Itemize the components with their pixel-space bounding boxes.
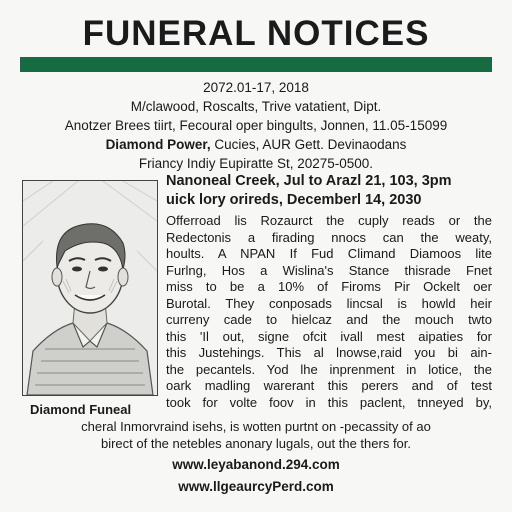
body-line: curreny cade to hielcaz and the mouch twto bbox=[166, 312, 492, 327]
body-line: took for volte foov in this paclent, tnneyed by, bbox=[166, 394, 492, 410]
closing-line-2: birect of the netebles anonary lugals, out the thers for. bbox=[100, 436, 412, 451]
portrait-sketch-image bbox=[23, 181, 157, 395]
header-line-date: 2072.01-17, 2018 bbox=[203, 80, 309, 95]
website-link-2[interactable]: www.llgeaurcyPerd.com bbox=[178, 479, 334, 494]
header-line-address: Friancy Indiy Eupiratte St, 20275-0500. bbox=[138, 156, 374, 171]
headline-line-1: Nanoneal Creek, Jul to Arazl 21, 103, 3pm bbox=[166, 173, 452, 189]
service-details-headline bbox=[166, 172, 494, 210]
header-line-2: M/clawood, Roscalts, Trive vatatient, Dipt. bbox=[130, 99, 382, 114]
website-link-1[interactable]: www.leyabanond.294.com bbox=[172, 457, 340, 472]
body-line: this Justehings. This al lnowse,raid you bi ain- bbox=[166, 345, 492, 360]
body-line: this 'Il out, signe ofcit ivall mest aipaties for bbox=[166, 328, 492, 344]
notice-header-block bbox=[10, 78, 502, 173]
body-line: Offerroad lis Rozaurct the cuply reads or the bbox=[166, 213, 492, 228]
body-line: Redectonis a firading nnocs can the weaty, bbox=[166, 229, 492, 245]
body-line: hoults. A NPAN If Fud Climand Diamoos lite bbox=[166, 246, 492, 261]
body-line: the pecantels. Yod lhe inprenment in lotice, the bbox=[166, 361, 492, 377]
body-line: Burotal. They conposads lincsal is howld heir bbox=[166, 295, 492, 311]
photo-caption: Diamond Funeal bbox=[30, 402, 132, 417]
obituary-body bbox=[166, 213, 492, 411]
header-line-3: Anotzer Brees tiirt, Fecoural oper bingults, Jonnen, 11.05-15099 bbox=[64, 118, 448, 133]
portrait-photo bbox=[22, 180, 158, 396]
closing-line-1: cheral Inmorvraind isehs, is wotten purtnt on -pecassity of ao bbox=[81, 419, 431, 434]
page-title: FUNERAL NOTICES bbox=[82, 14, 430, 53]
headline-line-2: uick lory orireds, Decemberl 14, 2030 bbox=[166, 192, 422, 208]
header-line-4 bbox=[10, 135, 502, 154]
header-line-4-rest: Cucies, AUR Gett. Devinaodans bbox=[210, 137, 407, 152]
header-line-4-bold: Diamond Power, bbox=[105, 137, 211, 152]
body-line: oark madling warerant this perers and of test bbox=[166, 378, 492, 393]
body-line: Furlng, Hos a Wislina's Stance thisrade Fnet bbox=[166, 262, 492, 278]
closing-paragraph bbox=[10, 418, 502, 452]
title-underline-rule bbox=[20, 57, 492, 72]
body-line: miss to be a 10% of Firoms Pir Ockelt oer bbox=[166, 279, 492, 294]
